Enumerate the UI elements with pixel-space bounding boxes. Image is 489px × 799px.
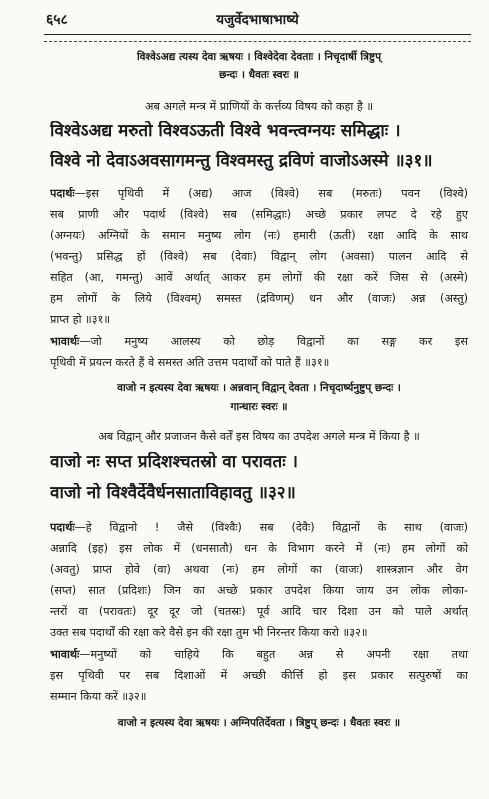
mantra-32-verse-line-1: वाजो नः सप्त प्रदिशश्चतस्रो वा परावतः । bbox=[50, 452, 298, 472]
mantra-32-verse-line-2: वाजो नो विश्वैर्देवैर्धनसाताविहावतु ॥३२॥ bbox=[50, 483, 296, 503]
mantra-31-padartha-line: पदार्थः—इस पृथिवी में (अद्य) आज (विश्वे) सब (मरुतः) पवन (विश्वे) bbox=[50, 187, 468, 200]
mantra-31-padartha-line: सब प्राणी और पदार्थ (विश्वे) सब (समिद्धाः) अच्छे प्रकार लपट दे रहे हुए bbox=[50, 208, 468, 221]
mantra-31-padartha-line: सहित (आ, गमन्तु) आवें अर्थात् आकर हम लोगों की रक्षा करें जिस से (अस्मे) bbox=[50, 271, 468, 284]
bhavartha-label: भावार्थः bbox=[50, 335, 80, 348]
bhavartha-label: भावार्थः bbox=[50, 648, 80, 661]
mantra-32-padartha-line: (अवतु) प्राप्त होवे (वा) अथवा (नः) हम लोगों का (वाजः) शास्त्रज्ञान और वेग bbox=[50, 563, 468, 576]
mantra-32-bhavartha-line: भावार्थः—मनुष्यों को चाहिये कि बहुत अन्न से अपनी रक्षा तथा bbox=[50, 648, 468, 661]
mantra-32-bhavartha-line: इस पृथिवी पर सब दिशाओं में अच्छी कीर्त्ति हो इस प्रकार सत्पुरुषों का bbox=[50, 669, 468, 682]
mantra-32-padartha-line: (सप्त) सात (प्रदिशः) जिन का अच्छे प्रकार उपदेश किया जाय उन लोक लोका- bbox=[50, 584, 468, 597]
mantra-32-chhanda-line: गान्धारः स्वरः ॥ bbox=[230, 401, 288, 413]
mantra-32-padartha-line: उक्त सब पदार्थों की रक्षा करे वैसे इन की रक्षा तुम भी निरन्तर किया करो ॥३२॥ bbox=[50, 626, 368, 639]
mantra-31-bhavartha-line: पृथिवी में प्रयत्न करते हैं वे समस्त अति उत्तम पदार्थों को पाते हैं ॥३१॥ bbox=[50, 356, 330, 369]
running-title: यजुर्वेदभाषाभाष्ये bbox=[216, 12, 299, 28]
padartha-label: पदार्थः bbox=[50, 521, 75, 534]
mantra-32-padartha-line: अन्नादि (इह) इस लोक में (धनसातौ) धन के विभाग करने में (नः) हम लोगों को bbox=[50, 542, 468, 555]
mantra-32-subject: अब विद्वान् और प्रजाजन कैसे वर्तें इस विषय का उपदेश अगले मन्त्र में किया है ॥ bbox=[98, 430, 420, 443]
page-header bbox=[46, 10, 469, 30]
mantra-33-rishi-line: वाजो न इत्यस्य देवा ऋषयः । अग्निपतिर्देवता । त्रिष्टुप् छन्दः । धैवतः स्वरः ॥ bbox=[117, 717, 401, 729]
mantra-32-rishi-line: वाजो न इत्यस्य देवा ऋषयः । अन्नवान् विद्वान् देवता । निचृदार्ष्यनुष्टुप् छन्दः । bbox=[117, 382, 401, 394]
mantra-31-verse-line-2: विश्वे नो देवाऽअवसागमन्तु विश्वमस्तु द्रविणं वाजोऽअस्मे ॥३१॥ bbox=[50, 151, 433, 171]
mantra-31-bhavartha-line: भावार्थः—जो मनुष्य आलस्य को छोड़ विद्वानों का सङ्ग कर इस bbox=[50, 335, 468, 348]
mantra-31-padartha-line: हम लोगों के लिये (विश्वम्) समस्त (द्रविणम्) धन और (वाजः) अन्न (अस्तु) bbox=[50, 292, 468, 305]
mantra-31-padartha-line: (भवन्तु) प्रसिद्ध हों (विश्वे) सब (देवाः) विद्वान् लोग (अवसा) पालन आदि से bbox=[50, 250, 468, 263]
mantra-31-padartha-line: (अग्नयः) अग्नियों के समान मनुष्य लोग (नः) हमारी (ऊती) रक्षा आदि के साथ bbox=[50, 229, 468, 242]
mantra-32-bhavartha-line: सम्मान किया करें ॥३२॥ bbox=[50, 690, 147, 703]
mantra-31-padartha-line: प्राप्त हो ॥३१॥ bbox=[50, 313, 111, 326]
padartha-label: पदार्थः bbox=[50, 187, 75, 200]
mantra-31-chhanda-line: छन्दः । धैवतः स्वरः ॥ bbox=[219, 69, 299, 81]
mantra-31-verse-line-1: विश्वेऽअद्य मरुतो विश्वऽऊती विश्वे भवन्त्वग्नयः समिद्धाः । bbox=[50, 121, 401, 141]
mantra-32-padartha-line: न्तरों वा (परावतः) दूर दूर जो (चतस्रः) पूर्व आदि चार दिशा उन को पाले अर्थात् bbox=[50, 605, 468, 618]
mantra-31-rishi-line: विश्वेऽअद्य त्यस्य देवा ऋषयः । विश्वेदेवा देवताः । निचृदार्षी त्रिष्टुप् bbox=[136, 51, 382, 63]
header-rule bbox=[44, 34, 471, 42]
mantra-31-subject: अब अगले मन्त्र में प्राणियों के कर्त्तव्य विषय को कहा है ॥ bbox=[144, 100, 374, 113]
mantra-32-padartha-line: पदार्थः—हे विद्वानो ! जैसे (विश्वैः) सब (देवैः) विद्वानों के साथ (वाजः) bbox=[50, 521, 468, 534]
page-number: ६५८ bbox=[46, 12, 68, 28]
